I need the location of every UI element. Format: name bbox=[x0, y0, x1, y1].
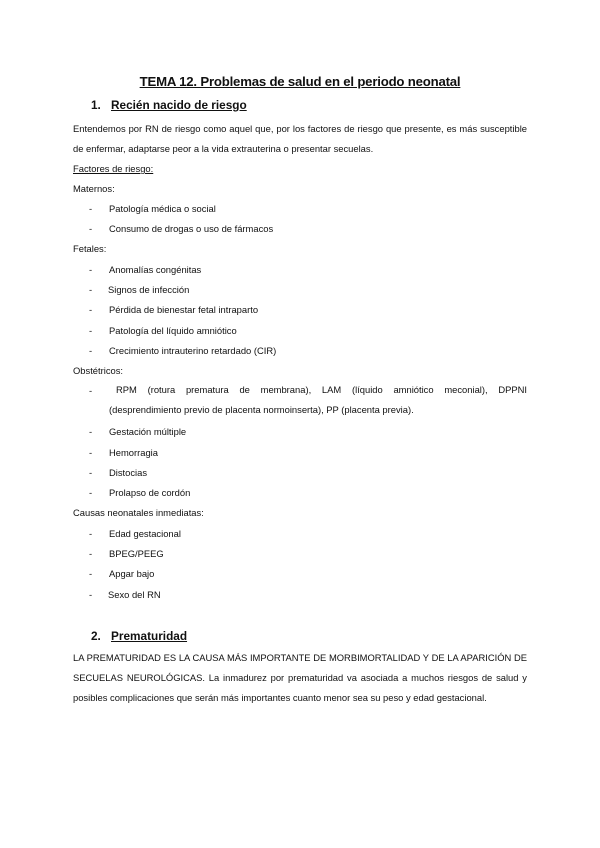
section-2-number: 2. bbox=[91, 629, 101, 643]
bullet-dash: - bbox=[89, 528, 93, 539]
section-2-title: Prematuridad bbox=[111, 629, 188, 643]
maternos-label: Maternos: bbox=[73, 183, 115, 194]
section-1-heading bbox=[91, 98, 247, 112]
document-page: TEMA 12. Problemas de salud en el periodo neonatal 1. Recién nacido de riesgo Entendemos por RN de riesgo como aquel que, por los factores de riesgo que presente, es más susceptible de enfermar, adaptarse peor a la vida extrauterina o presentar secuelas. Factores de riesgo: Maternos: - Patología médica o social - Consumo de drogas o uso de fármacos Fetales: - Anomalías congénitas - Signos de infección - Pérdida de bienestar fetal intraparto - Patología del líquido amniótico - Crecimiento intrauterino retardado (CIR) Obstétricos: - RPM (rotura prematura de membrana), LAM (líquido amniótico meconial), DPPNI (desprendimiento previo de placenta normoinserta), PP (placenta previa). - Gestación múltiple - Hemorragia - Distocias - Prolapso de cordón Causas neonatales inmediatas: - Edad gestacional - BPEG/PEEG - Apgar bajo - Sexo del RN 2. Prematuridad LA PREMATURIDAD ES LA CAUSA MÁS IMPORTANTE DE MORBIMORTALIDAD Y DE LA APARICIÓN DE SECUELAS NEUROLÓGICAS. La inmadurez por prematuridad va asociada a muchos riesgos de salud y posibles complicaciones que serán más importantes cuanto menor sea su peso y edad gestacional. bbox=[0, 0, 600, 848]
bullet-dash: - bbox=[89, 325, 93, 336]
section-1-number: 1. bbox=[91, 98, 101, 112]
bullet-dash: - bbox=[89, 426, 93, 437]
section-2-heading bbox=[91, 629, 187, 643]
bullet-dash: - bbox=[89, 589, 93, 600]
page-title: TEMA 12. Problemas de salud en el periodo neonatal bbox=[139, 74, 461, 89]
bullet-dash: - bbox=[89, 345, 93, 356]
bullet-dash: - bbox=[89, 284, 93, 295]
neonatales-label: Causas neonatales inmediatas: bbox=[73, 507, 204, 518]
bullet-dash: - bbox=[89, 385, 93, 396]
bullet-dash: - bbox=[89, 223, 93, 234]
factores-label: Factores de riesgo: bbox=[73, 163, 154, 174]
bullet-dash: - bbox=[89, 304, 93, 315]
bullet-dash: - bbox=[89, 487, 93, 498]
bullet-dash: - bbox=[89, 447, 93, 458]
bullet-dash: - bbox=[89, 264, 93, 275]
obstetricos-label: Obstétricos: bbox=[73, 365, 124, 376]
bullet-dash: - bbox=[89, 203, 93, 214]
fetales-label: Fetales: bbox=[73, 243, 107, 254]
bullet-dash: - bbox=[89, 548, 93, 559]
section-2-body: LA PREMATURIDAD ES LA CAUSA MÁS IMPORTANTE DE MORBIMORTALIDAD Y DE LA APARICIÓN DE SECUELAS NEUROLÓGICAS. La inmadurez por prematuridad va asociada a muchos riesgos de salud y posibles complicaciones que serán más importantes cuanto menor sea su peso y edad gestacional. bbox=[73, 652, 527, 703]
bullet-dash: - bbox=[89, 467, 93, 478]
bullet-dash: - bbox=[89, 568, 93, 579]
section-1-title: Recién nacido de riesgo bbox=[111, 98, 247, 112]
section-1-intro: Entendemos por RN de riesgo como aquel que, por los factores de riesgo que presente, es más susceptible de enfermar, adaptarse peor a la vida extrauterina o presentar secuelas. bbox=[73, 123, 527, 154]
